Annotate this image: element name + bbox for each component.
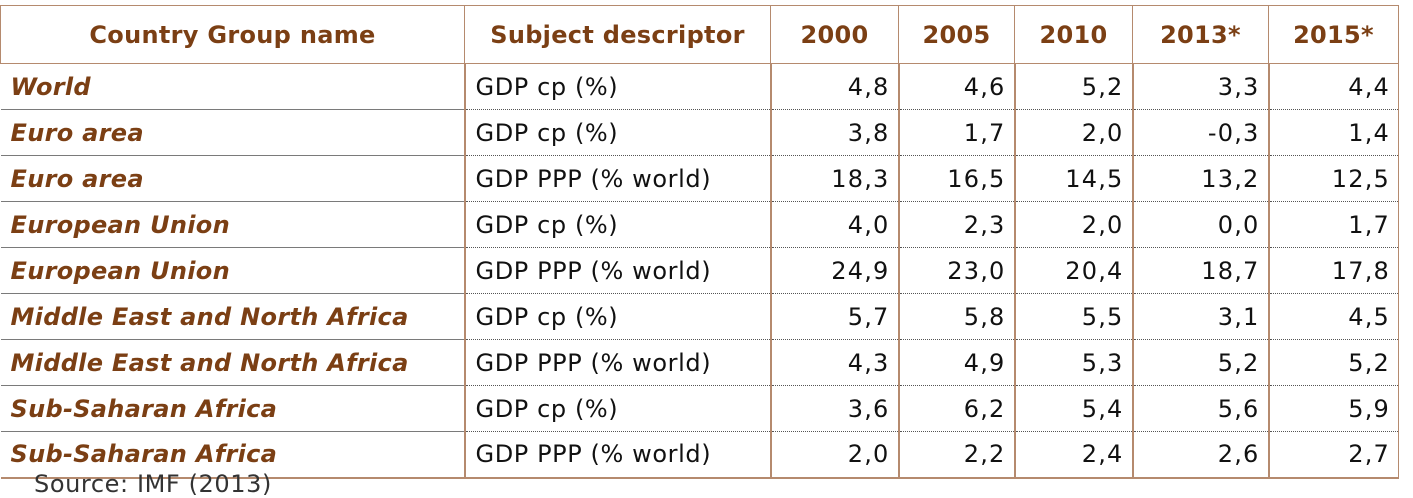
table-row: [1, 64, 1399, 110]
value-2013-cell: 0,0: [1133, 202, 1269, 248]
value-2005-cell: 6,2: [899, 386, 1015, 432]
value-2000-cell: 3,6: [771, 386, 899, 432]
value-2000-cell: 24,9: [771, 248, 899, 294]
value-2005-cell: 1,7: [899, 110, 1015, 156]
table-row: [1, 386, 1399, 432]
value-2005-cell: 4,9: [899, 340, 1015, 386]
value-2000-cell: 4,8: [771, 64, 899, 110]
value-2010-cell: 5,2: [1015, 64, 1133, 110]
subject-cell: GDP cp (%): [465, 202, 771, 248]
value-2005-cell: 5,8: [899, 294, 1015, 340]
value-2000-cell: 5,7: [771, 294, 899, 340]
header-year-2010: 2010: [1015, 6, 1133, 64]
country-group-cell: Sub-Saharan Africa: [1, 386, 465, 432]
value-2000-cell: 3,8: [771, 110, 899, 156]
subject-cell: GDP PPP (% world): [465, 248, 771, 294]
value-2010-cell: 2,0: [1015, 110, 1133, 156]
header-year-2005: 2005: [899, 6, 1015, 64]
header-subject-descriptor: Subject descriptor: [465, 6, 771, 64]
value-2005-cell: 2,2: [899, 432, 1015, 478]
header-year-2015: 2015*: [1269, 6, 1399, 64]
value-2013-cell: 18,7: [1133, 248, 1269, 294]
value-2013-cell: 5,6: [1133, 386, 1269, 432]
value-2010-cell: 2,0: [1015, 202, 1133, 248]
value-2013-cell: 3,1: [1133, 294, 1269, 340]
country-group-cell: European Union: [1, 248, 465, 294]
country-group-cell: World: [1, 64, 465, 110]
value-2013-cell: 13,2: [1133, 156, 1269, 202]
header-year-2013: 2013*: [1133, 6, 1269, 64]
header-year-2000: 2000: [771, 6, 899, 64]
value-2000-cell: 18,3: [771, 156, 899, 202]
country-group-cell: Euro area: [1, 110, 465, 156]
header-country-group: Country Group name: [1, 6, 465, 64]
value-2015-cell: 1,7: [1269, 202, 1399, 248]
value-2015-cell: 2,7: [1269, 432, 1399, 478]
table-row: [1, 294, 1399, 340]
value-2010-cell: 14,5: [1015, 156, 1133, 202]
header-row: [1, 6, 1399, 64]
value-2000-cell: 4,0: [771, 202, 899, 248]
country-group-cell: Sub-Saharan Africa: [1, 432, 465, 478]
subject-cell: GDP PPP (% world): [465, 432, 771, 478]
source-note: Source: IMF (2013): [34, 470, 272, 498]
country-group-cell: European Union: [1, 202, 465, 248]
value-2015-cell: 5,2: [1269, 340, 1399, 386]
value-2013-cell: 2,6: [1133, 432, 1269, 478]
gdp-table: [0, 5, 1399, 479]
value-2015-cell: 5,9: [1269, 386, 1399, 432]
country-group-cell: Middle East and North Africa: [1, 294, 465, 340]
value-2010-cell: 5,4: [1015, 386, 1133, 432]
table-row: [1, 248, 1399, 294]
subject-cell: GDP PPP (% world): [465, 156, 771, 202]
value-2013-cell: 3,3: [1133, 64, 1269, 110]
table-row: [1, 156, 1399, 202]
value-2005-cell: 23,0: [899, 248, 1015, 294]
value-2015-cell: 17,8: [1269, 248, 1399, 294]
value-2015-cell: 4,5: [1269, 294, 1399, 340]
value-2000-cell: 4,3: [771, 340, 899, 386]
country-group-cell: Euro area: [1, 156, 465, 202]
value-2010-cell: 2,4: [1015, 432, 1133, 478]
value-2010-cell: 5,5: [1015, 294, 1133, 340]
value-2005-cell: 4,6: [899, 64, 1015, 110]
value-2010-cell: 5,3: [1015, 340, 1133, 386]
value-2005-cell: 2,3: [899, 202, 1015, 248]
table-row: [1, 202, 1399, 248]
value-2013-cell: -0,3: [1133, 110, 1269, 156]
value-2013-cell: 5,2: [1133, 340, 1269, 386]
subject-cell: GDP PPP (% world): [465, 340, 771, 386]
subject-cell: GDP cp (%): [465, 64, 771, 110]
table-row: [1, 340, 1399, 386]
value-2000-cell: 2,0: [771, 432, 899, 478]
subject-cell: GDP cp (%): [465, 110, 771, 156]
value-2010-cell: 20,4: [1015, 248, 1133, 294]
value-2015-cell: 4,4: [1269, 64, 1399, 110]
subject-cell: GDP cp (%): [465, 386, 771, 432]
table-row: [1, 110, 1399, 156]
country-group-cell: Middle East and North Africa: [1, 340, 465, 386]
subject-cell: GDP cp (%): [465, 294, 771, 340]
value-2015-cell: 12,5: [1269, 156, 1399, 202]
value-2015-cell: 1,4: [1269, 110, 1399, 156]
value-2005-cell: 16,5: [899, 156, 1015, 202]
